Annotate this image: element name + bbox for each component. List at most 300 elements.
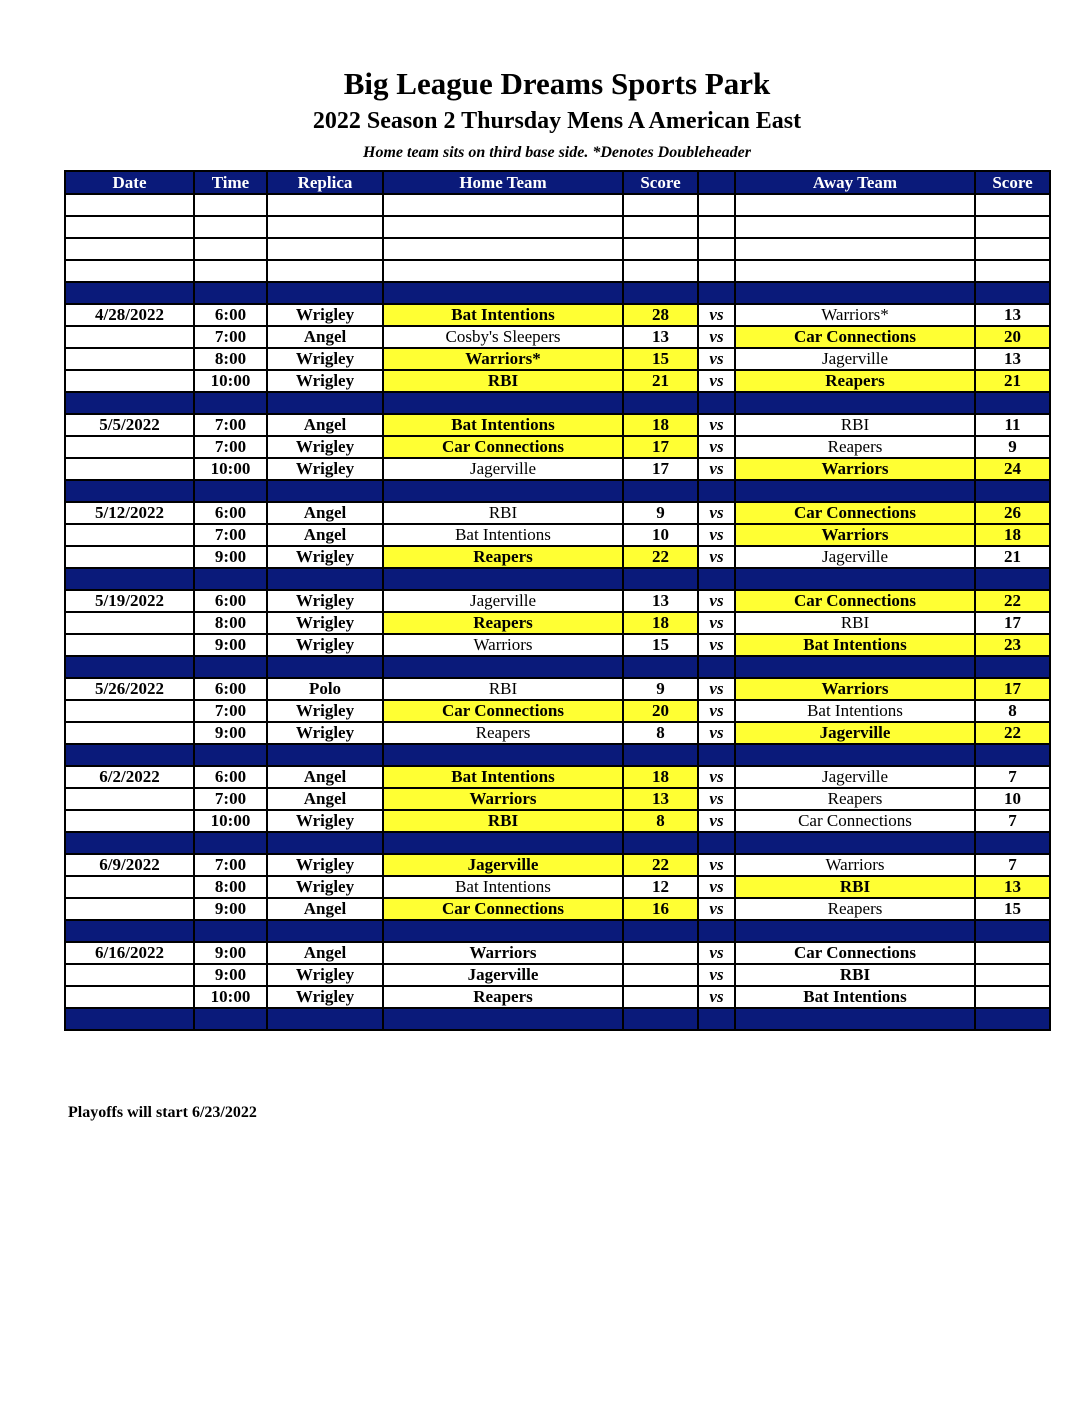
date-cell <box>65 194 194 216</box>
replica-cell: Wrigley <box>267 304 383 326</box>
vs-cell: vs <box>698 546 735 568</box>
away-score-cell <box>975 282 1050 304</box>
date-cell <box>65 568 194 590</box>
home-score-cell: 15 <box>623 348 698 370</box>
home-team-cell: Warriors <box>383 942 623 964</box>
vs-cell: vs <box>698 854 735 876</box>
date-cell <box>65 722 194 744</box>
away-team-cell <box>735 1008 975 1030</box>
replica-cell: Angel <box>267 414 383 436</box>
blank-row <box>65 216 1050 238</box>
home-score-cell: 17 <box>623 458 698 480</box>
away-score-cell: 8 <box>975 700 1050 722</box>
home-score-cell: 16 <box>623 898 698 920</box>
header-row <box>65 171 1050 194</box>
away-team-cell: RBI <box>735 876 975 898</box>
home-score-cell <box>623 964 698 986</box>
away-score-cell: 10 <box>975 788 1050 810</box>
vs-cell: vs <box>698 876 735 898</box>
date-cell: 6/9/2022 <box>65 854 194 876</box>
away-score-cell <box>975 568 1050 590</box>
game-row <box>65 304 1050 326</box>
away-team-cell: Car Connections <box>735 810 975 832</box>
away-team-cell: Jagerville <box>735 348 975 370</box>
game-row <box>65 524 1050 546</box>
time-cell <box>194 216 267 238</box>
page-title: Big League Dreams Sports Park <box>343 66 771 101</box>
vs-cell <box>698 656 735 678</box>
home-team-cell <box>383 392 623 414</box>
away-score-cell <box>975 238 1050 260</box>
date-cell <box>65 348 194 370</box>
replica-cell: Wrigley <box>267 590 383 612</box>
column-header-away-team: Away Team <box>735 171 975 194</box>
game-row <box>65 700 1050 722</box>
away-team-cell: Bat Intentions <box>735 700 975 722</box>
away-score-cell: 13 <box>975 304 1050 326</box>
away-score-cell <box>975 392 1050 414</box>
away-team-cell: Warriors <box>735 854 975 876</box>
time-cell <box>194 194 267 216</box>
away-score-cell: 22 <box>975 722 1050 744</box>
replica-cell: Wrigley <box>267 700 383 722</box>
date-cell <box>65 392 194 414</box>
away-team-cell: Reapers <box>735 370 975 392</box>
time-cell: 7:00 <box>194 436 267 458</box>
date-cell <box>65 964 194 986</box>
away-score-cell: 22 <box>975 590 1050 612</box>
time-cell: 7:00 <box>194 854 267 876</box>
away-team-cell <box>735 656 975 678</box>
date-cell <box>65 612 194 634</box>
game-row <box>65 546 1050 568</box>
date-cell <box>65 1008 194 1030</box>
replica-cell <box>267 568 383 590</box>
replica-cell: Wrigley <box>267 722 383 744</box>
away-team-cell: Jagerville <box>735 766 975 788</box>
home-team-cell: Car Connections <box>383 898 623 920</box>
replica-cell <box>267 920 383 942</box>
home-team-cell: Bat Intentions <box>383 414 623 436</box>
vs-cell <box>698 194 735 216</box>
week-separator-row <box>65 832 1050 854</box>
game-row <box>65 348 1050 370</box>
time-cell: 7:00 <box>194 788 267 810</box>
replica-cell: Polo <box>267 678 383 700</box>
replica-cell: Wrigley <box>267 876 383 898</box>
away-team-cell: Car Connections <box>735 502 975 524</box>
vs-cell: vs <box>698 986 735 1008</box>
game-row <box>65 502 1050 524</box>
replica-cell: Wrigley <box>267 854 383 876</box>
vs-cell <box>698 832 735 854</box>
date-cell <box>65 986 194 1008</box>
blank-row <box>65 238 1050 260</box>
replica-cell <box>267 832 383 854</box>
away-team-cell: Bat Intentions <box>735 986 975 1008</box>
time-cell: 9:00 <box>194 898 267 920</box>
vs-cell: vs <box>698 898 735 920</box>
home-team-cell: RBI <box>383 370 623 392</box>
replica-cell: Angel <box>267 326 383 348</box>
away-team-cell: RBI <box>735 612 975 634</box>
replica-cell: Angel <box>267 788 383 810</box>
away-team-cell: Reapers <box>735 788 975 810</box>
date-cell <box>65 788 194 810</box>
replica-cell <box>267 194 383 216</box>
replica-cell: Wrigley <box>267 348 383 370</box>
away-team-cell <box>735 238 975 260</box>
away-score-cell: 21 <box>975 546 1050 568</box>
game-row <box>65 898 1050 920</box>
away-score-cell <box>975 480 1050 502</box>
date-cell: 5/19/2022 <box>65 590 194 612</box>
vs-cell: vs <box>698 700 735 722</box>
away-team-cell: Car Connections <box>735 326 975 348</box>
date-cell: 4/28/2022 <box>65 304 194 326</box>
home-score-cell <box>623 920 698 942</box>
column-header-time: Time <box>194 171 267 194</box>
replica-cell <box>267 656 383 678</box>
date-cell <box>65 216 194 238</box>
game-row <box>65 942 1050 964</box>
home-team-cell <box>383 832 623 854</box>
game-row <box>65 788 1050 810</box>
home-team-cell: RBI <box>383 810 623 832</box>
away-team-cell: Warriors <box>735 458 975 480</box>
time-cell <box>194 282 267 304</box>
home-score-cell: 13 <box>623 590 698 612</box>
away-team-cell <box>735 568 975 590</box>
date-cell <box>65 524 194 546</box>
home-score-cell: 15 <box>623 634 698 656</box>
date-cell <box>65 744 194 766</box>
replica-cell: Angel <box>267 898 383 920</box>
replica-cell: Wrigley <box>267 986 383 1008</box>
vs-cell: vs <box>698 766 735 788</box>
away-score-cell <box>975 656 1050 678</box>
away-score-cell: 7 <box>975 810 1050 832</box>
away-team-cell <box>735 920 975 942</box>
away-team-cell <box>735 744 975 766</box>
away-score-cell <box>975 920 1050 942</box>
game-row <box>65 766 1050 788</box>
away-team-cell <box>735 480 975 502</box>
away-score-cell <box>975 832 1050 854</box>
vs-cell: vs <box>698 326 735 348</box>
away-score-cell: 13 <box>975 876 1050 898</box>
home-team-cell <box>383 194 623 216</box>
away-score-cell: 23 <box>975 634 1050 656</box>
home-team-cell: Reapers <box>383 722 623 744</box>
home-team-cell: Warriors <box>383 634 623 656</box>
time-cell: 6:00 <box>194 304 267 326</box>
home-score-cell <box>623 260 698 282</box>
away-team-cell <box>735 194 975 216</box>
time-cell: 7:00 <box>194 700 267 722</box>
home-score-cell <box>623 238 698 260</box>
away-score-cell: 11 <box>975 414 1050 436</box>
away-team-cell <box>735 260 975 282</box>
replica-cell <box>267 260 383 282</box>
away-team-cell: Reapers <box>735 898 975 920</box>
date-cell: 5/26/2022 <box>65 678 194 700</box>
column-header-home-team: Home Team <box>383 171 623 194</box>
home-score-cell: 20 <box>623 700 698 722</box>
time-cell: 6:00 <box>194 502 267 524</box>
vs-cell <box>698 216 735 238</box>
away-score-cell: 17 <box>975 612 1050 634</box>
time-cell: 6:00 <box>194 590 267 612</box>
replica-cell: Angel <box>267 524 383 546</box>
date-cell <box>65 876 194 898</box>
game-row <box>65 876 1050 898</box>
home-score-cell: 17 <box>623 436 698 458</box>
time-cell: 9:00 <box>194 942 267 964</box>
home-score-cell <box>623 942 698 964</box>
home-score-cell <box>623 986 698 1008</box>
home-team-cell <box>383 216 623 238</box>
away-team-cell: Car Connections <box>735 590 975 612</box>
vs-cell: vs <box>698 414 735 436</box>
home-team-cell: Jagerville <box>383 964 623 986</box>
home-team-cell: Warriors* <box>383 348 623 370</box>
vs-cell: vs <box>698 524 735 546</box>
time-cell <box>194 920 267 942</box>
time-cell: 10:00 <box>194 458 267 480</box>
home-team-cell: Car Connections <box>383 436 623 458</box>
home-score-cell <box>623 656 698 678</box>
home-score-cell <box>623 1008 698 1030</box>
column-header-vs <box>698 171 735 194</box>
time-cell <box>194 238 267 260</box>
column-header-date: Date <box>65 171 194 194</box>
time-cell <box>194 568 267 590</box>
vs-cell <box>698 260 735 282</box>
home-team-cell: Jagerville <box>383 458 623 480</box>
replica-cell <box>267 216 383 238</box>
vs-cell: vs <box>698 436 735 458</box>
away-team-cell <box>735 832 975 854</box>
away-team-cell <box>735 282 975 304</box>
away-team-cell: Jagerville <box>735 722 975 744</box>
vs-cell: vs <box>698 502 735 524</box>
replica-cell <box>267 282 383 304</box>
game-row <box>65 678 1050 700</box>
date-cell: 6/16/2022 <box>65 942 194 964</box>
time-cell <box>194 656 267 678</box>
home-team-cell: Reapers <box>383 546 623 568</box>
home-team-cell <box>383 480 623 502</box>
time-cell: 9:00 <box>194 634 267 656</box>
blank-row <box>65 194 1050 216</box>
time-cell: 9:00 <box>194 964 267 986</box>
home-score-cell <box>623 282 698 304</box>
home-team-cell: RBI <box>383 502 623 524</box>
away-team-cell: Warriors* <box>735 304 975 326</box>
home-team-cell: Reapers <box>383 612 623 634</box>
away-score-cell <box>975 986 1050 1008</box>
home-team-cell: Bat Intentions <box>383 876 623 898</box>
vs-cell: vs <box>698 722 735 744</box>
vs-cell: vs <box>698 612 735 634</box>
column-header-home-score: Score <box>623 171 698 194</box>
time-cell <box>194 260 267 282</box>
away-score-cell: 7 <box>975 854 1050 876</box>
home-score-cell <box>623 194 698 216</box>
away-score-cell: 17 <box>975 678 1050 700</box>
home-score-cell: 28 <box>623 304 698 326</box>
date-cell <box>65 832 194 854</box>
vs-cell <box>698 238 735 260</box>
away-score-cell <box>975 964 1050 986</box>
home-score-cell: 21 <box>623 370 698 392</box>
home-team-cell <box>383 568 623 590</box>
game-row <box>65 370 1050 392</box>
vs-cell <box>698 744 735 766</box>
home-team-cell: Jagerville <box>383 854 623 876</box>
away-score-cell: 7 <box>975 766 1050 788</box>
vs-cell: vs <box>698 590 735 612</box>
time-cell: 8:00 <box>194 876 267 898</box>
vs-cell: vs <box>698 458 735 480</box>
home-score-cell: 8 <box>623 722 698 744</box>
replica-cell: Angel <box>267 942 383 964</box>
home-team-cell: Bat Intentions <box>383 766 623 788</box>
replica-cell: Angel <box>267 766 383 788</box>
time-cell: 10:00 <box>194 370 267 392</box>
time-cell: 9:00 <box>194 722 267 744</box>
time-cell: 10:00 <box>194 986 267 1008</box>
home-score-cell: 18 <box>623 414 698 436</box>
away-score-cell: 24 <box>975 458 1050 480</box>
time-cell <box>194 392 267 414</box>
home-score-cell <box>623 480 698 502</box>
week-separator-row <box>65 744 1050 766</box>
week-separator-row <box>65 656 1050 678</box>
vs-cell: vs <box>698 370 735 392</box>
vs-cell: vs <box>698 788 735 810</box>
game-row <box>65 634 1050 656</box>
home-team-cell <box>383 282 623 304</box>
home-team-cell: Reapers <box>383 986 623 1008</box>
home-team-cell: Bat Intentions <box>383 524 623 546</box>
home-team-cell <box>383 238 623 260</box>
time-cell <box>194 832 267 854</box>
date-cell <box>65 920 194 942</box>
date-cell: 6/2/2022 <box>65 766 194 788</box>
time-cell <box>194 1008 267 1030</box>
vs-cell <box>698 282 735 304</box>
page-subtitle: 2022 Season 2 Thursday Mens A American East <box>312 108 802 134</box>
home-score-cell <box>623 568 698 590</box>
replica-cell <box>267 744 383 766</box>
replica-cell <box>267 238 383 260</box>
replica-cell: Wrigley <box>267 612 383 634</box>
home-team-cell <box>383 744 623 766</box>
schedule-body <box>65 194 1050 1030</box>
replica-cell: Wrigley <box>267 546 383 568</box>
schedule-table <box>64 170 1051 1031</box>
vs-cell: vs <box>698 304 735 326</box>
away-team-cell: Reapers <box>735 436 975 458</box>
game-row <box>65 414 1050 436</box>
game-row <box>65 722 1050 744</box>
home-team-cell <box>383 260 623 282</box>
game-row <box>65 986 1050 1008</box>
away-score-cell: 20 <box>975 326 1050 348</box>
home-team-cell: Car Connections <box>383 700 623 722</box>
away-team-cell <box>735 216 975 238</box>
home-score-cell: 9 <box>623 502 698 524</box>
week-separator-row <box>65 392 1050 414</box>
home-score-cell: 12 <box>623 876 698 898</box>
away-score-cell <box>975 216 1050 238</box>
date-cell <box>65 326 194 348</box>
date-cell <box>65 656 194 678</box>
week-separator-row <box>65 480 1050 502</box>
date-cell <box>65 370 194 392</box>
week-separator-row <box>65 920 1050 942</box>
date-cell <box>65 458 194 480</box>
date-cell <box>65 436 194 458</box>
away-score-cell: 13 <box>975 348 1050 370</box>
home-team-cell: Jagerville <box>383 590 623 612</box>
game-row <box>65 326 1050 348</box>
game-row <box>65 590 1050 612</box>
date-cell <box>65 238 194 260</box>
replica-cell: Wrigley <box>267 436 383 458</box>
away-score-cell: 9 <box>975 436 1050 458</box>
date-cell <box>65 260 194 282</box>
week-separator-row <box>65 1008 1050 1030</box>
week-separator-row <box>65 282 1050 304</box>
vs-cell: vs <box>698 678 735 700</box>
time-cell: 7:00 <box>194 414 267 436</box>
date-cell: 5/12/2022 <box>65 502 194 524</box>
away-score-cell <box>975 194 1050 216</box>
away-score-cell <box>975 942 1050 964</box>
away-score-cell <box>975 744 1050 766</box>
home-team-cell: Warriors <box>383 788 623 810</box>
replica-cell: Wrigley <box>267 370 383 392</box>
date-cell <box>65 480 194 502</box>
vs-cell <box>698 920 735 942</box>
away-team-cell: Car Connections <box>735 942 975 964</box>
time-cell <box>194 480 267 502</box>
away-score-cell: 18 <box>975 524 1050 546</box>
date-cell <box>65 898 194 920</box>
date-cell <box>65 634 194 656</box>
playoffs-note: Playoffs will start 6/23/2022 <box>68 1104 257 1121</box>
game-row <box>65 612 1050 634</box>
vs-cell: vs <box>698 810 735 832</box>
away-team-cell: RBI <box>735 964 975 986</box>
vs-cell <box>698 1008 735 1030</box>
away-score-cell <box>975 1008 1050 1030</box>
game-row <box>65 458 1050 480</box>
schedule-note: Home team sits on third base side. *Denotes Doubleheader <box>363 144 751 161</box>
home-team-cell <box>383 1008 623 1030</box>
time-cell: 6:00 <box>194 678 267 700</box>
time-cell: 8:00 <box>194 348 267 370</box>
vs-cell <box>698 480 735 502</box>
game-row <box>65 810 1050 832</box>
home-score-cell: 8 <box>623 810 698 832</box>
replica-cell: Wrigley <box>267 810 383 832</box>
home-team-cell: RBI <box>383 678 623 700</box>
date-cell: 5/5/2022 <box>65 414 194 436</box>
